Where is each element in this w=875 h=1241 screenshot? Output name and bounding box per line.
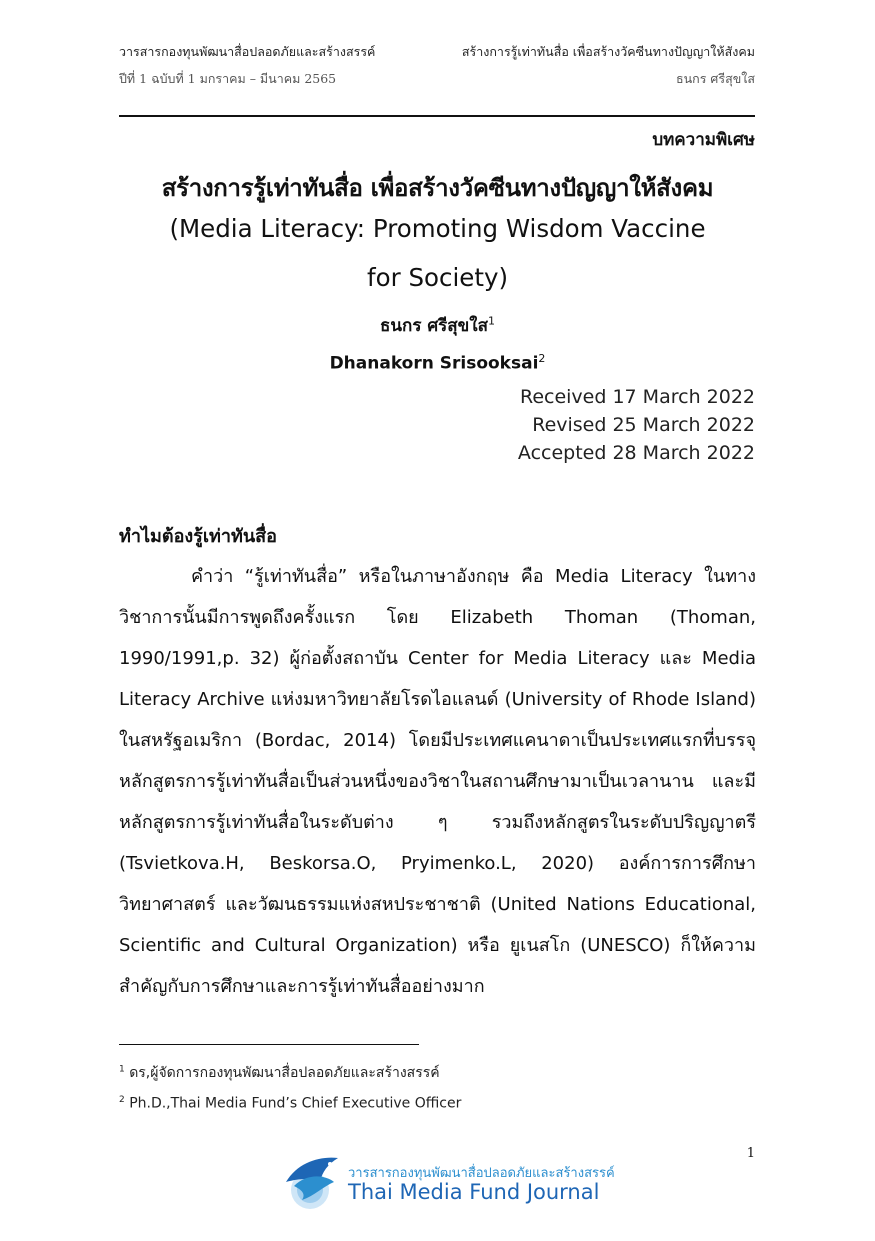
author-thai-name: ธนกร ศรีสุขใส [380,316,488,336]
footnote-rule [119,1044,419,1045]
logo-text-english: Thai Media Fund Journal [348,1180,600,1204]
dove-icon [280,1152,346,1212]
title-english-line1: (Media Literacy: Promoting Wisdom Vaccine [169,214,706,243]
running-title: สร้างการรู้เท่าทันสื่อ เพื่อสร้างวัคซีนทางปัญญาให้สังคม [461,44,755,59]
journal-logo [280,1152,620,1212]
author-thai-footnote-mark[interactable]: 1 [487,314,495,328]
article-type: บทความพิเศษ [652,130,755,150]
author-english-footnote-mark[interactable]: 2 [538,352,546,365]
accepted-date: Accepted 28 March 2022 [517,442,755,464]
section-heading: ทำไมต้องรู้เท่าทันสื่อ [119,526,277,547]
header-rule [119,115,755,117]
running-author: ธนกร ศรีสุขใส [676,71,755,86]
author-thai [0,312,875,339]
issue-info: ปีที่ 1 ฉบับที่ 1 มกราคม – มีนาคม 2565 [119,71,337,86]
footnote-2-mark: 2 [119,1095,125,1105]
page-number: 1 [746,1146,755,1161]
title-english-line2: for Society) [366,263,509,292]
footnote-1 [119,1062,440,1084]
author-english-name: Dhanakorn Srisooksai [329,353,539,374]
title-thai: สร้างการรู้เท่าทันสื่อ เพื่อสร้างวัคซีนทางปัญญาให้สังคม [161,174,714,202]
author-english [0,352,875,374]
footnote-2-text: Ph.D.,Thai Media Fund’s Chief Executive Officer [129,1095,462,1112]
body-paragraph [119,556,756,1007]
footnote-1-mark: 1 [119,1064,125,1075]
received-date: Received 17 March 2022 [519,386,755,408]
footnote-2 [119,1095,461,1112]
paragraph-text: คำว่า “รู้เท่าทันสื่อ” หรือในภาษาอังกฤษ คือ Media Literacy ในทางวิชาการนั้นมีการพูดถึงครั้งแรก โดย Elizabeth Thoman (Thoman, 1990/1991,p. 32) ผู้ก่อตั้งสถาบัน Center for Media Literacy และ Media Literacy Archive แห่งมหาวิทยาลัยโรดไอแลนด์ (University of Rhode Island) ในสหรัฐอเมริกา (Bordac, 2014) โดยมีประเทศแคนาดาเป็นประเทศแรกที่บรรจุหลักสูตรการรู้เท่าทันสื่อเป็นส่วนหนึ่งของวิชาในสถานศึกษามาเป็นเวลานาน และมีหลักสูตรการรู้เท่าทันสื่อในระดับต่าง ๆ รวมถึงหลักสูตรในระดับปริญญาตรี (Tsvietkova.H, Beskorsa.O, Pryimenko.L, 2020) องค์การการศึกษา วิทยาศาสตร์ และวัฒนธรรมแห่งสหประชาชาติ (United Nations Educational, Scientific and Cultural Organization) หรือ ยูเนสโก (UNESCO) ก็ให้ความสำคัญกับการศึกษาและการรู้เท่าทันสื่ออย่างมาก [119,566,756,997]
revised-date: Revised 25 March 2022 [532,414,755,436]
logo-text-thai: วารสารกองทุนพัฒนาสื่อปลอดภัยและสร้างสรรค์ [348,1166,615,1181]
journal-name: วารสารกองทุนพัฒนาสื่อปลอดภัยและสร้างสรรค์ [119,44,376,59]
footnote-1-text: ดร,ผู้จัดการกองทุนพัฒนาสื่อปลอดภัยและสร้างสรรค์ [129,1065,440,1081]
